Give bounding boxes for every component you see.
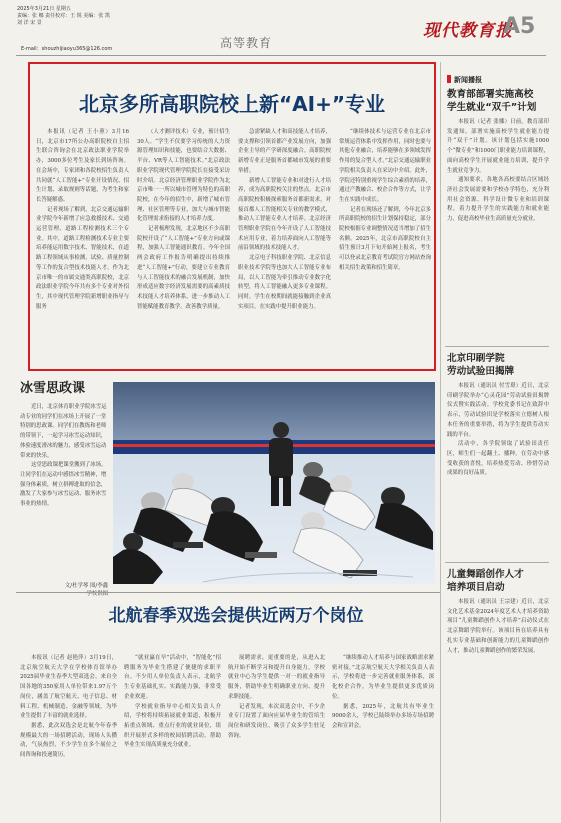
headline-line: 教育部部署实施高校	[447, 89, 534, 100]
lead-column-2	[137, 128, 230, 364]
paragraph: 本报讯（通讯员 付雪璟）近日，北京印刷学院举办“心灵花园”劳动试验田揭牌仪式暨实践活动。学校党委书记在致辞中表示，劳动试验田是学校落实立德树人根本任务的重要举措，将为学生提供劳动实践的平台。	[447, 383, 549, 438]
paragraph: 这堂思政课把课堂搬到了冰场，让同学们在运动中感悟冰雪精神，增强身体素质，树立拼搏进取的信念，激发了大家参与冰雪运动、服务冰雪事业的热情。	[20, 462, 107, 508]
headline-line: 培养项目启动	[447, 582, 505, 593]
paragraph: 通知要求，各地各高校要结合区域经济社会发展需要和学校办学特色，充分利用社会资源，科学设计微专业和培训课程，着力提升学生的实践能力和就业能力，促进高校毕业生高质量充分就业。	[447, 177, 549, 223]
brief-1-text	[447, 118, 549, 340]
skating-photo	[113, 382, 435, 584]
second-column-4	[332, 654, 434, 822]
editors-line-2: 刘 洋 宋 景	[17, 20, 42, 26]
paragraph: 北京电子科技职业学院、北京信息职业技术学院等也加大人工智能专业布局，以人工智能为牵引推动专业数字化转型，将人工智能融入更多专业课程。同时，学生在校期间就能接触到企业真实项目，在实践中提升职业能力。	[238, 255, 331, 310]
paragraph: 据悉，2025年，北航共有毕业生9000余人，学校已陆续举办多场专场招聘会和宣讲会。	[332, 703, 434, 729]
credit-authors: 文/杜学琴 图/李鑫	[64, 583, 108, 589]
lead-article[interactable]	[28, 62, 436, 371]
brief-1-headline	[447, 88, 536, 114]
headline-line: 儿童舞蹈创作人才	[447, 569, 524, 580]
news-brief-label: 新闻播报	[454, 76, 482, 84]
paragraph: 展聘需求，更重要的是，从进入北航开始不断学习和提升自身能力，学校就业中心为学生提供一对一的就业指导服务，帮助毕业生明确职业方向、提升求职技能。	[228, 655, 325, 700]
headline-line: 劳动试验田揭牌	[447, 366, 515, 377]
newspaper-logo: 现代教育报	[423, 21, 513, 41]
lead-column-1	[36, 128, 129, 364]
paragraph: 记者发现，本次双选会中，不少企业专门设置了面向应届毕业生的管培生岗位和研发岗位，吸引了众多学生驻足咨询。	[228, 703, 325, 739]
news-brief-tag	[447, 75, 482, 85]
paragraph: （人才测评技术）专业，预计招生30人。“学生不仅要学习传统的人力资源管理知识和技能，也要结合大数据、平台、VR等人工智能技术。”北京政法职业学院现代管理学院院长在接受采访时介绍。北京经济管理职业学院作为北京市唯一一所以城市管理为特色的高职院校，在今年的招生中，新增了城市管理、社区管理等专业，加大与城市智能化管理需求衔接的人才培养力度。	[137, 129, 230, 223]
brief-2-text	[447, 382, 549, 558]
second-column-1	[20, 654, 117, 822]
publication-date: 2025年3月21日 星期五	[17, 6, 71, 12]
paragraph: 新增人工智能专业和对进行人才培养，成为高职院校关注的焦点。北京市高职院校积极探索服务首都新需求，对接首都人工智能相关专业的教学模式，推动人工智能专业人才培养。北京经济管理职业学院在今年开设了人工智能技术应用专业，着力培养面向人工智能等前沿领域的技术技能人才。	[238, 177, 331, 252]
page-number: A5	[503, 14, 536, 39]
brief-2-headline	[447, 352, 514, 378]
paragraph: 急需紧缺人才和高技能人才培养，要支撑和引领首都产业发展方向，加强企业主导的产学研深度融合。高职院校新增专业正是服务首都城市发展的重要举措。	[238, 129, 331, 174]
brief-divider	[445, 562, 549, 563]
second-headline: 北航春季双选会提供近两万个岗位	[108, 606, 364, 626]
headline-line: 北京印刷学院	[447, 353, 505, 364]
paragraph: 本报讯（记者 赵艳萍）3月19日，北京航空航天大学在学校体育馆举办2025届毕业生春季大型双选会。来自全国各地的350家用人单位带来1.97万个岗位，涵盖了航空航天、电子信息、材料工程、机械制造、金融等领域，为毕业生提供了丰富的就业选择。	[20, 655, 117, 720]
paragraph: “就业赢在早”活动中，“智能化”招聘服务为毕业生搭建了便捷的求职平台。不少用人单位负责人表示，北航学生专业基础扎实、实践能力强，非常受企业欢迎。	[124, 655, 221, 700]
paragraph: 记者现场了解到，北京交通运输职业学院今年新增了应急救援技术、交通运营管理、道路工程检测技术三个专业。其中，道路工程检测技术专业主要培养能运用数字技术、智能技术，在道路工程领域从事检测、试验、质量控制等工作的复合型技术技能人才。作为北京市唯一的市属交通类高职院校，北京政法职业学院今年共有多个专业对外招生，其中现代管理学院新增职业指导与服务	[36, 206, 129, 310]
paragraph: 本报讯（通讯员 王宗建）近日，北京文化艺术基金2024年度艺术人才培养资助项目“儿童舞蹈创作人才培养”启动仪式在北京舞蹈学院举行。该项目旨在培养具有扎实专业基础和创新能力的儿童舞蹈创作人才，推动儿童舞蹈创作的繁荣发展。	[447, 599, 549, 654]
header-divider	[16, 55, 546, 56]
paragraph: “继续体技术与运营专业在北京市常规运营体系中发挥作用，同时也要与其他专业融合，培养能够在多领域发挥作用的复合型人才。”北京交通运输职业学院相关负责人在采访中介绍。此外，学院还特别重视学生综合素质的培养，通过产教融合、校企合作等方式，让学生在实践中成长。	[339, 129, 431, 203]
credit-source: 学校供图	[86, 591, 108, 597]
feature-headline: 冰雪思政课	[20, 381, 86, 396]
tag-marker	[447, 75, 451, 83]
photo-credit	[20, 582, 108, 598]
brief-divider	[445, 346, 549, 347]
lead-headline: 北京多所高职院校上新“AI+”专业	[79, 92, 385, 116]
page-meta	[17, 6, 110, 27]
contact-email: E-mail：shouzhijiaoyu365@126.com	[21, 46, 113, 52]
paragraph: 学校就业指导中心相关负责人介绍，学校将持续拓展就业渠道，积极开拓重点领域、重点行业的就业岗位，组织开展形式多样的校园招聘活动，帮助毕业生实现高质量充分就业。	[124, 703, 221, 749]
headline-line: 学生就业“双千”计划	[447, 102, 537, 113]
paragraph: “继续推动人才培养与国家战略需求紧密对接，”北京航空航天大学相关负责人表示，学校将进一步完善就业服务体系，深化校企合作，为毕业生提供更多优质岗位。	[332, 655, 434, 700]
paragraph: 记者在现场还了解到，今年北京多所高职院校的招生计划保持稳定，部分院校根据专业调整情况适当增加了招生名额。2025年，北京市高职院校自主招生预计3月下旬开始网上报名，考生可以登录北京教育考试院官方网站查询相关招生政策和招生简章。	[339, 206, 431, 271]
paragraph: 本报讯（记者 张娜）日前，教育部印发通知，部署实施高校学生就业能力提升“双千”计划。该计划包括实施1000个“微专业”和1000门职业能力培训课程，面向高校学生开展就业能力培训，提升学生就业竞争力。	[447, 119, 549, 174]
section-divider	[16, 592, 440, 593]
lead-column-3	[238, 128, 331, 364]
paragraph: 本报讯（记者 王小蕙）3月16日，北京市17所公办高职院校自主招生联合咨询会在北京政法职业学院举办，3000多位考生及家长到场咨询。在会场中，专家团和各院校招生负责人共同就“人工智能+”专业开设情况、招生计划、录取规则等话题，为考生和家长答疑解惑。	[36, 129, 129, 203]
second-column-3	[228, 654, 325, 822]
paragraph: 活动中，各学院领取了试验田责任区，师生们一起翻土、播种，在劳动中感受收获的喜悦，培养热爱劳动、珍惜劳动成果的良好品质。	[447, 441, 549, 477]
brief-3-text	[447, 598, 549, 820]
paragraph: 记者梳理发现，北京地区不少高职院校开设了“人工智能+”专业方向或课程，加强人工智能通识教育。今年全国两会政府工作报告明确提出持续推进“人工智能+”行动，要建立专业教育与人工智能技术的融合发展机制，加快形成适应数字经济发展需要的高素质技术技能人才培养体系，进一步推动人工智能赋能教育教学，改善教学质量。	[137, 226, 230, 310]
paragraph: 据悉，此次双选会是北航今年春季规模最大的一场招聘活动，现场人头攒动，气氛热烈，不少学生在多个展位之间咨询和投递简历。	[20, 722, 117, 759]
section-name: 高等教育	[220, 36, 273, 50]
brief-3-headline	[447, 568, 524, 594]
paragraph: 近日，北京体育职业学院冰雪运动专业的同学们在冰场上开展了一堂特别的思政课。同学们在教练和老师的带领下，一起学习冰雪运动知识，体验速度滑冰的魅力，感受冰雪运动带来的快乐。	[20, 404, 107, 459]
lead-column-4	[339, 128, 431, 364]
column-divider	[440, 62, 441, 822]
second-column-2	[124, 654, 221, 822]
editors-line: 责编：张 娜 责任校对：王 锐 美编：张 凯	[17, 13, 110, 19]
